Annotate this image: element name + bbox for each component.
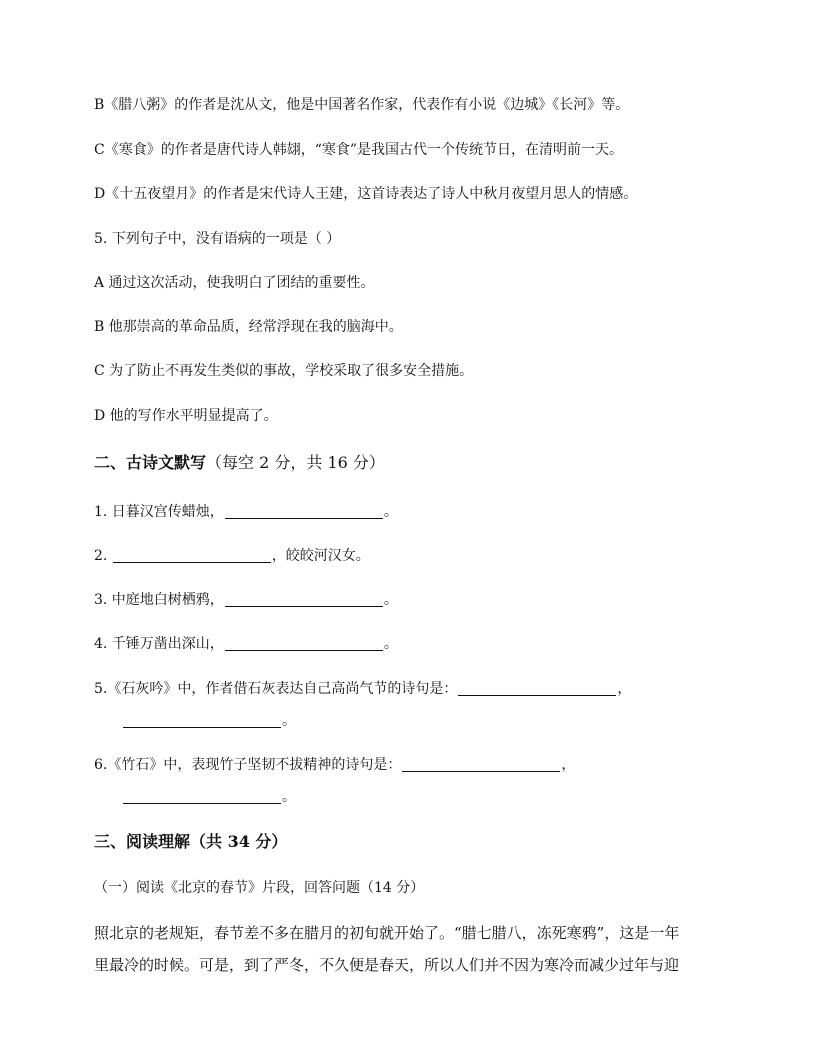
recitation-item-6-prompt: 6.《竹石》中，表现竹子坚韧不拔精神的诗句是：	[94, 757, 402, 773]
recitation-item-2	[94, 546, 370, 566]
option-b-line: B《腊八粥》的作者是沈从文，他是中国著名作家，代表作有小说《边城》《长河》等。	[94, 97, 630, 113]
recitation-item-6-comma: ，	[561, 757, 576, 773]
recitation-item-3-end: 。	[383, 592, 398, 608]
question-5-option-a: A 通过这次活动，使我明白了团结的重要性。	[94, 275, 375, 291]
recitation-item-3	[94, 590, 398, 610]
option-d-line: D《十五夜望月》的作者是宋代诗人王建，这首诗表达了诗人中秋月夜望月思人的情感。	[94, 186, 638, 202]
reading-paragraph-line-2: 里最冷的时候。可是，到了严冬，不久便是春天，所以人们并不因为寒冷而减少过年与迎	[94, 956, 680, 974]
reading-sub-title: （一）阅读《北京的春节》片段，回答问题（14 分）	[94, 880, 425, 896]
recitation-item-1	[94, 502, 398, 522]
answer-blank[interactable]	[458, 681, 616, 696]
recitation-item-2-prompt: 2.	[94, 548, 112, 564]
question-5-option-c: C 为了防止不再发生类似的事故，学校采取了很多安全措施。	[94, 363, 474, 379]
recitation-item-4-prompt: 4. 千锤万凿出深山，	[94, 636, 224, 652]
section-two-title: 二、古诗文默写	[94, 453, 207, 472]
recitation-item-3-prompt: 3. 中庭地白树栖鸦，	[94, 592, 224, 608]
recitation-item-5-comma: ，	[617, 681, 632, 697]
section-three-heading: 三、阅读理解（共 34 分）	[94, 832, 288, 851]
question-5-stem: 5. 下列句子中，没有语病的一项是（ ）	[94, 231, 341, 247]
section-two-heading	[94, 453, 385, 473]
answer-blank[interactable]	[225, 504, 383, 519]
answer-blank[interactable]	[225, 636, 383, 651]
answer-blank[interactable]	[123, 713, 281, 728]
answer-blank[interactable]	[113, 548, 271, 563]
recitation-item-5-end: 。	[282, 713, 296, 729]
option-c-line: C《寒食》的作者是唐代诗人韩翃，“寒食”是我国古代一个传统节日，在清明前一天。	[94, 142, 624, 158]
reading-paragraph-line-1: 照北京的老规矩，春节差不多在腊月的初旬就开始了。“腊七腊八，冻死寒鸦”，这是一年	[94, 924, 680, 942]
recitation-item-4-end: 。	[383, 636, 398, 652]
section-two-score-note: （每空 2 分，共 16 分）	[206, 453, 385, 472]
recitation-item-1-prompt: 1. 日暮汉宫传蜡烛，	[94, 504, 224, 520]
recitation-item-1-end: 。	[383, 504, 398, 520]
answer-blank[interactable]	[225, 592, 383, 607]
recitation-item-5-prompt: 5.《石灰吟》中，作者借石灰表达自己高尚气节的诗句是：	[94, 681, 458, 697]
recitation-item-5	[94, 679, 631, 699]
recitation-item-6	[94, 755, 575, 775]
recitation-item-4	[94, 634, 398, 654]
recitation-item-5-continued	[122, 711, 296, 731]
recitation-item-2-end: ，皎皎河汉女。	[271, 548, 370, 564]
answer-blank[interactable]	[123, 789, 281, 804]
answer-blank[interactable]	[402, 757, 560, 772]
recitation-item-6-continued	[122, 787, 296, 807]
question-5-option-b: B 他那崇高的革命品质，经常浮现在我的脑海中。	[94, 319, 403, 335]
recitation-item-6-end: 。	[282, 789, 296, 805]
question-5-option-d: D 他的写作水平明显提高了。	[94, 408, 278, 424]
